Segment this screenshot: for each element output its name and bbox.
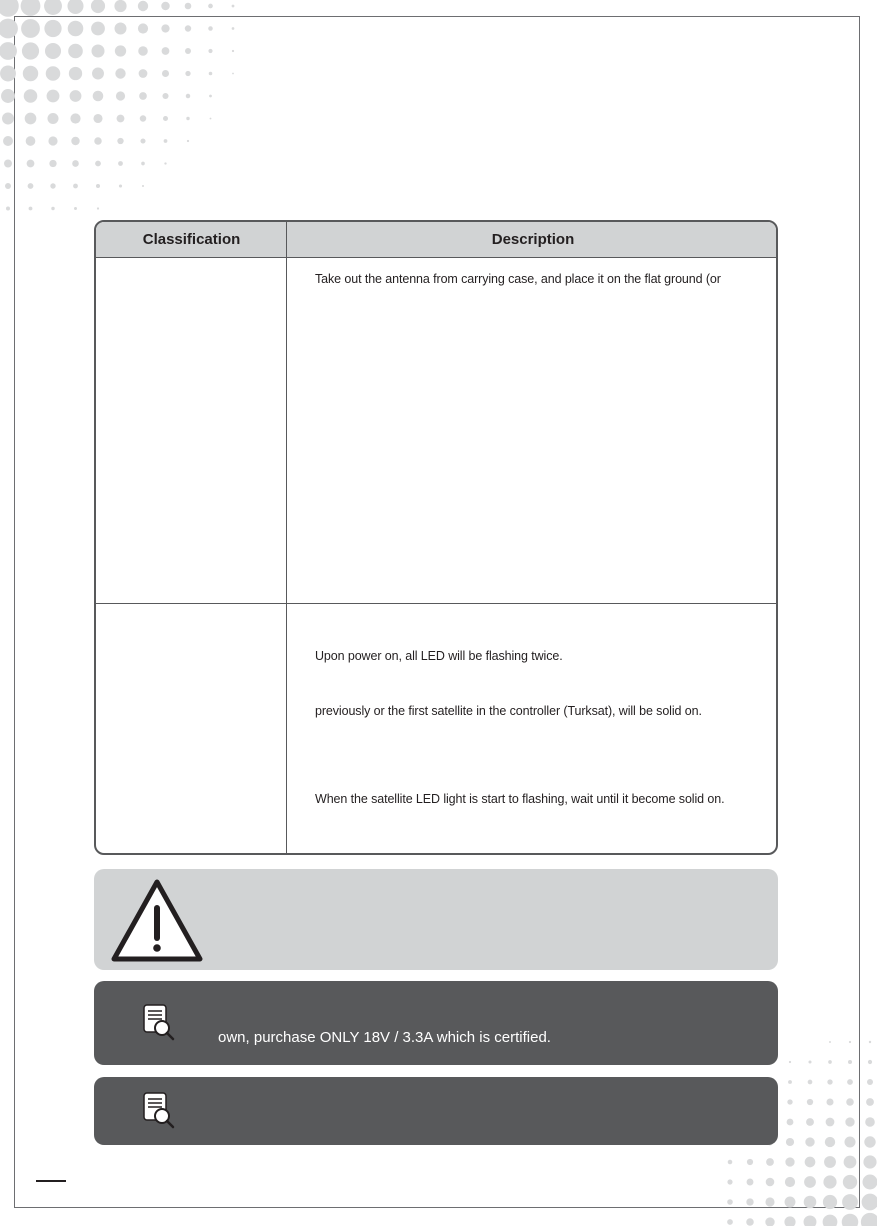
decorative-dot: [25, 113, 37, 125]
decorative-dot: [826, 1098, 833, 1105]
decorative-dot: [138, 23, 148, 33]
decorative-dot: [97, 207, 99, 209]
decorative-dot: [746, 1198, 753, 1205]
decorative-dot: [2, 113, 14, 125]
decorative-dot: [118, 161, 123, 166]
decorative-dot: [138, 1, 148, 11]
decorative-dot: [865, 1117, 875, 1127]
decorative-dot: [96, 184, 100, 188]
decorative-dot: [44, 20, 61, 37]
decorative-dot: [787, 1099, 792, 1104]
decorative-dot: [162, 70, 169, 77]
decorative-dot: [21, 0, 41, 16]
header-classification: Classification: [142, 231, 241, 248]
decorative-dot: [232, 73, 234, 75]
decorative-dot: [844, 1136, 855, 1147]
decorative-dot: [45, 43, 61, 59]
column-divider: [286, 222, 287, 853]
decorative-dot: [210, 118, 212, 120]
decorative-dot: [162, 93, 168, 99]
decorative-dot: [141, 162, 145, 166]
decorative-dot: [807, 1099, 813, 1105]
decorative-dot: [208, 26, 213, 31]
decorative-dot: [164, 162, 166, 164]
decorative-dot: [46, 66, 61, 81]
decorative-dot: [232, 5, 235, 8]
decorative-dot: [844, 1156, 857, 1169]
decorative-dot: [804, 1216, 817, 1226]
decorative-dot: [74, 207, 77, 210]
decorative-dot: [747, 1179, 754, 1186]
decorative-dot: [115, 68, 125, 78]
decorative-dot: [91, 22, 105, 36]
decorative-dot: [747, 1159, 753, 1165]
decorative-dot: [5, 183, 11, 189]
decorative-dot: [864, 1136, 875, 1147]
decorative-dot-pattern-top-left: [0, 0, 260, 245]
decorative-dot: [765, 1197, 774, 1206]
decorative-dot: [826, 1118, 835, 1127]
decorative-dot: [28, 183, 34, 189]
decorative-dot: [787, 1119, 794, 1126]
decorative-dot: [44, 0, 62, 15]
row-divider: [96, 603, 776, 604]
decorative-dot: [863, 1175, 877, 1190]
decorative-dot: [232, 27, 235, 30]
decorative-dot: [849, 1041, 851, 1043]
decorative-dot: [117, 115, 125, 123]
decorative-dot: [95, 161, 101, 167]
decorative-dot: [785, 1197, 796, 1208]
decorative-dot: [21, 19, 40, 38]
row2-description-line-1: Upon power on, all LED will be flashing twice.: [315, 649, 563, 663]
decorative-dot: [47, 90, 60, 103]
decorative-dot: [804, 1176, 816, 1188]
decorative-dot: [0, 19, 18, 39]
table-header-row: [96, 222, 776, 258]
decorative-dot: [209, 72, 213, 76]
decorative-dot: [119, 184, 122, 187]
note-magnifier-icon: [142, 1003, 176, 1041]
decorative-dot: [823, 1175, 836, 1188]
decorative-dot: [93, 91, 104, 102]
decorative-dot: [163, 116, 168, 121]
decorative-dot: [4, 160, 12, 168]
decorative-dot: [114, 0, 126, 12]
note-box-second: [94, 1077, 778, 1145]
decorative-dot: [808, 1060, 811, 1063]
decorative-dot: [861, 1213, 877, 1226]
decorative-dot: [24, 89, 38, 103]
decorative-dot: [22, 42, 39, 59]
decorative-dot: [1, 89, 15, 103]
decorative-dot: [139, 92, 147, 100]
decorative-dot: [869, 1041, 871, 1043]
decorative-dot: [49, 160, 56, 167]
note-magnifier-icon: [142, 1091, 176, 1129]
decorative-dot: [727, 1199, 733, 1205]
note-box-power-adapter: [94, 981, 778, 1065]
header-description: Description: [491, 231, 575, 248]
decorative-dot: [805, 1137, 814, 1146]
decorative-dot: [186, 117, 189, 120]
decorative-dot: [47, 113, 58, 124]
decorative-dot: [6, 207, 10, 211]
decorative-dot: [91, 44, 104, 57]
decorative-dot: [138, 46, 148, 56]
decorative-dot: [746, 1218, 754, 1226]
row2-description-line-2: previously or the first satellite in the controller (Turksat), will be solid on.: [315, 704, 702, 718]
decorative-dot: [862, 1194, 877, 1211]
decorative-dot: [804, 1196, 817, 1209]
decorative-dot: [140, 115, 146, 121]
decorative-dot: [863, 1155, 876, 1168]
decorative-dot: [823, 1195, 837, 1209]
decorative-dot: [70, 113, 80, 123]
decorative-dot: [208, 4, 213, 9]
decorative-dot: [70, 90, 82, 102]
decorative-dot: [789, 1061, 791, 1063]
decorative-dot: [868, 1060, 872, 1064]
decorative-dot: [187, 140, 189, 142]
decorative-dot: [805, 1157, 816, 1168]
decorative-dot: [808, 1080, 813, 1085]
decorative-dot: [788, 1080, 792, 1084]
decorative-dot: [92, 68, 104, 80]
decorative-dot: [785, 1157, 794, 1166]
decorative-dot: [71, 137, 79, 145]
decorative-dot: [117, 138, 123, 144]
decorative-dot: [848, 1060, 852, 1064]
warning-triangle-icon: [110, 878, 204, 963]
decorative-dot: [827, 1079, 832, 1084]
decorative-dot: [93, 114, 102, 123]
decorative-dot: [823, 1215, 838, 1226]
specification-table: [94, 220, 778, 855]
decorative-dot: [185, 25, 191, 31]
decorative-dot: [0, 66, 16, 82]
decorative-dot: [806, 1118, 814, 1126]
decorative-dot: [186, 94, 190, 98]
decorative-dot: [765, 1217, 774, 1226]
decorative-dot: [72, 160, 79, 167]
decorative-dot: [185, 3, 192, 10]
decorative-dot: [140, 138, 145, 143]
decorative-dot: [727, 1179, 732, 1184]
decorative-dot: [91, 0, 105, 13]
decorative-dot: [784, 1216, 795, 1226]
decorative-dot: [0, 0, 19, 17]
decorative-dot: [26, 136, 36, 146]
decorative-dot: [842, 1214, 859, 1226]
decorative-dot: [3, 136, 13, 146]
decorative-dot: [67, 0, 83, 14]
decorative-dot: [73, 184, 78, 189]
decorative-dot: [847, 1079, 853, 1085]
decorative-dot: [825, 1137, 835, 1147]
decorative-dot: [115, 23, 127, 35]
decorative-dot: [728, 1160, 733, 1165]
decorative-dot: [69, 67, 82, 80]
row2-description-line-3: When the satellite LED light is start to flashing, wait until it become solid on.: [315, 792, 725, 806]
decorative-dot: [94, 137, 101, 144]
decorative-dot: [766, 1158, 774, 1166]
decorative-dot: [0, 42, 17, 60]
decorative-dot: [48, 136, 57, 145]
decorative-dot: [829, 1041, 831, 1043]
decorative-dot: [23, 66, 38, 81]
decorative-dot: [208, 49, 212, 53]
decorative-dot: [29, 207, 33, 211]
decorative-dot: [209, 95, 212, 98]
decorative-dot: [68, 21, 84, 37]
decorative-dot: [164, 139, 168, 143]
decorative-dot: [115, 45, 126, 56]
decorative-dot: [27, 160, 35, 168]
decorative-dot: [845, 1117, 854, 1126]
decorative-dot: [162, 47, 170, 55]
decorative-dot: [866, 1098, 874, 1106]
decorative-dot: [824, 1156, 836, 1168]
decorative-dot: [785, 1177, 795, 1187]
decorative-dot: [51, 207, 54, 210]
decorative-dot: [842, 1194, 858, 1210]
decorative-dot: [161, 2, 169, 10]
decorative-dot: [142, 185, 144, 187]
decorative-dot: [139, 69, 148, 78]
decorative-dot: [766, 1178, 775, 1187]
decorative-dot: [68, 44, 83, 59]
decorative-dot: [161, 24, 169, 32]
decorative-dot: [867, 1079, 873, 1085]
decorative-dot: [50, 183, 55, 188]
decorative-dot: [786, 1138, 794, 1146]
caution-box: [94, 869, 778, 970]
decorative-dot: [232, 50, 234, 52]
decorative-dot: [116, 91, 125, 100]
note-text: own, purchase ONLY 18V / 3.3A which is certified.: [218, 1029, 551, 1046]
decorative-dot: [828, 1060, 832, 1064]
row1-description-line-1: Take out the antenna from carrying case, and place it on the flat ground (or: [315, 272, 721, 286]
decorative-dot: [843, 1175, 857, 1189]
decorative-dot: [185, 71, 190, 76]
decorative-dot: [727, 1219, 733, 1225]
decorative-dot: [846, 1098, 854, 1106]
page-number-mark: [36, 1180, 66, 1182]
decorative-dot: [185, 48, 191, 54]
